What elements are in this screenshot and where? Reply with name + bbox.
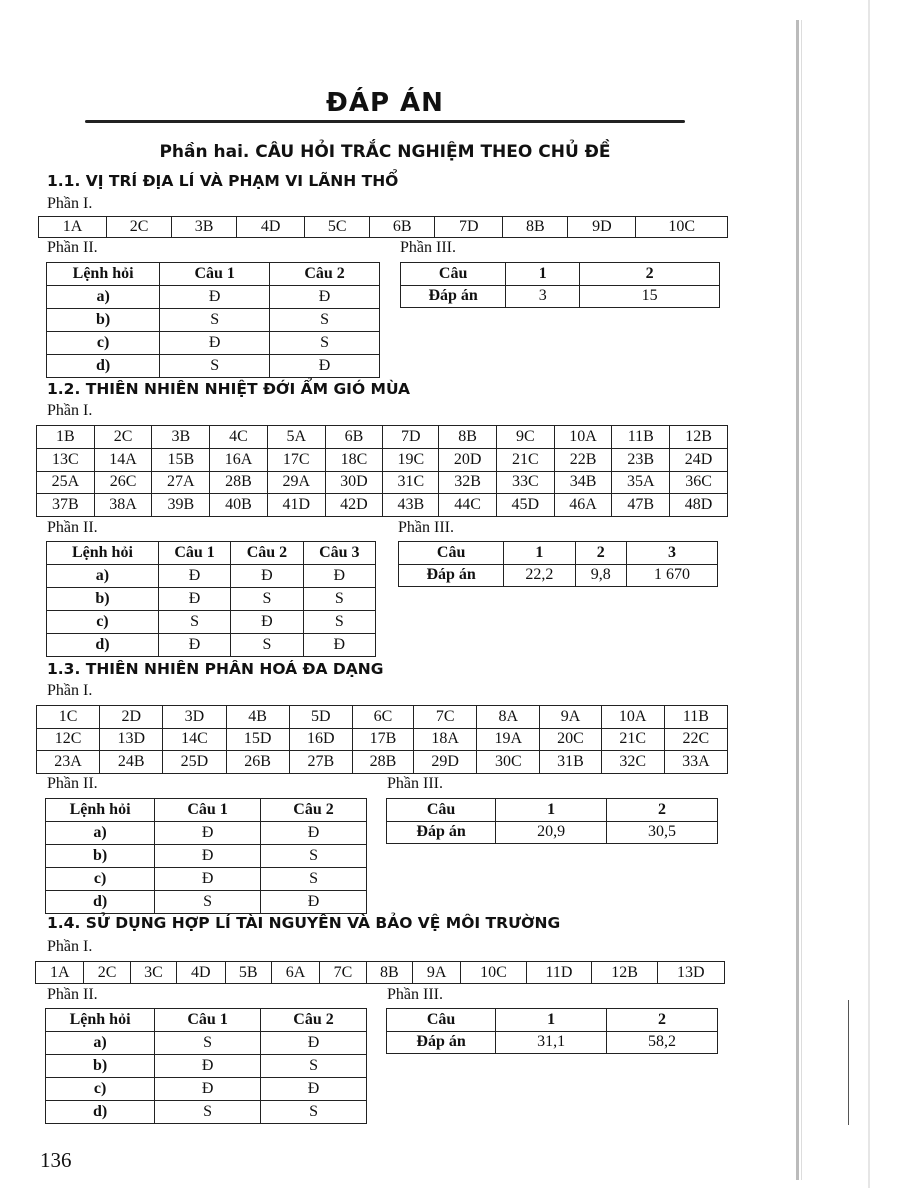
- table-header-cell: 2: [580, 263, 720, 286]
- part1-label: Phần I.: [47, 682, 93, 699]
- table-header-cell: Câu: [387, 799, 496, 822]
- table-cell: 25A: [37, 471, 95, 494]
- table-cell: S: [160, 309, 270, 332]
- table-cell: 36C: [670, 471, 728, 494]
- table-cell: 12C: [37, 728, 100, 751]
- part2-label: Phần II.: [47, 775, 98, 792]
- table-cell: 9,8: [575, 564, 627, 587]
- table-cell: d): [47, 355, 160, 378]
- part1-label: Phần I.: [47, 402, 93, 419]
- table-cell: 12B: [592, 962, 657, 984]
- table-cell: 32B: [439, 471, 497, 494]
- table-cell: 3B: [172, 217, 237, 238]
- table-cell: S: [261, 868, 367, 891]
- table-cell: Đ: [155, 1055, 261, 1078]
- table-cell: d): [46, 891, 155, 914]
- table-header-cell: 1: [504, 542, 575, 565]
- table-header-cell: Lệnh hỏi: [46, 1009, 155, 1032]
- table-cell: 31C: [383, 471, 439, 494]
- table-row: [46, 845, 367, 868]
- table-cell: 19C: [383, 448, 439, 471]
- table-cell: a): [47, 565, 159, 588]
- table-cell: 16D: [289, 728, 352, 751]
- table-header-cell: 2: [607, 799, 718, 822]
- table-row: [387, 1009, 718, 1032]
- table-cell: 32C: [601, 751, 664, 774]
- table-row: [401, 263, 720, 286]
- table-cell: 2C: [84, 962, 130, 984]
- table-cell: Đ: [270, 355, 380, 378]
- section-heading: 1.4. SỬ DỤNG HỢP LÍ TÀI NGUYÊN VÀ BẢO VỆ MÔI TRƯỜNG: [47, 914, 561, 932]
- table-row: [46, 1032, 367, 1055]
- table-row: [47, 611, 376, 634]
- table-cell: 15B: [152, 448, 210, 471]
- table-cell: 15D: [226, 728, 289, 751]
- table-cell: 10A: [601, 706, 664, 729]
- table-row: [47, 588, 376, 611]
- table-row: [387, 1031, 718, 1054]
- table-row: [47, 355, 380, 378]
- table-cell: 21C: [601, 728, 664, 751]
- page-title: ĐÁP ÁN: [326, 88, 444, 118]
- table-cell: 45D: [496, 494, 554, 517]
- table-cell: 27B: [289, 751, 352, 774]
- table-cell: 13D: [657, 962, 724, 984]
- table-row: [47, 309, 380, 332]
- answer-table-part2: [46, 262, 380, 378]
- table-cell: 2C: [94, 426, 152, 449]
- table-cell: 12B: [670, 426, 728, 449]
- table-row: [36, 962, 725, 984]
- table-header-cell: 3: [627, 542, 718, 565]
- table-cell: 18A: [414, 728, 477, 751]
- table-cell: 20C: [540, 728, 601, 751]
- table-header-cell: 1: [496, 1009, 607, 1032]
- table-row: [46, 1055, 367, 1078]
- table-header-row: [46, 799, 367, 822]
- table-cell: a): [47, 286, 160, 309]
- table-cell: 8B: [503, 217, 568, 238]
- table-row: [401, 285, 720, 308]
- table-cell: 6A: [271, 962, 319, 984]
- table-cell: Đ: [158, 588, 230, 611]
- table-row: [399, 564, 718, 587]
- answer-grid-part1: [36, 705, 728, 774]
- table-cell: 7D: [435, 217, 503, 238]
- table-header-cell: Câu 2: [261, 1009, 367, 1032]
- table-cell: 34B: [554, 471, 612, 494]
- table-cell: S: [261, 1101, 367, 1124]
- table-header-row: [46, 1009, 367, 1032]
- part3-label: Phần III.: [387, 986, 443, 1003]
- table-header-cell: Câu: [399, 542, 504, 565]
- page-edge: [796, 20, 799, 1180]
- table-header-cell: Câu: [387, 1009, 496, 1032]
- part1-label: Phần I.: [47, 195, 93, 212]
- table-row: [47, 286, 380, 309]
- table-cell: 15: [580, 285, 720, 308]
- table-cell: 28B: [210, 471, 268, 494]
- table-cell: b): [46, 1055, 155, 1078]
- table-cell: 13D: [100, 728, 163, 751]
- title-underline: [85, 120, 685, 123]
- table-row: [47, 332, 380, 355]
- table-cell: 39B: [152, 494, 210, 517]
- table-cell: 23B: [612, 448, 670, 471]
- table-cell: 31,1: [496, 1031, 607, 1054]
- table-row: [46, 822, 367, 845]
- table-cell: 30C: [477, 751, 540, 774]
- table-cell: 20D: [439, 448, 497, 471]
- part2-label: Phần II.: [47, 986, 98, 1003]
- table-cell: 1B: [37, 426, 95, 449]
- table-cell: Đ: [261, 891, 367, 914]
- table-cell: 18C: [325, 448, 383, 471]
- page-number: 136: [40, 1148, 72, 1172]
- table-row: [387, 821, 718, 844]
- table-cell: 22,2: [504, 564, 575, 587]
- table-cell: 3C: [130, 962, 176, 984]
- table-cell: 9A: [412, 962, 460, 984]
- table-cell: 3: [506, 285, 580, 308]
- table-cell: Đ: [231, 565, 303, 588]
- table-row: [46, 1101, 367, 1124]
- table-cell: 7C: [414, 706, 477, 729]
- section-heading: 1.1. VỊ TRÍ ĐỊA LÍ VÀ PHẠM VI LÃNH THỔ: [47, 172, 399, 190]
- table-cell: 8A: [477, 706, 540, 729]
- table-header-cell: Lệnh hỏi: [46, 799, 155, 822]
- table-cell: Đ: [155, 1078, 261, 1101]
- table-row: [47, 565, 376, 588]
- table-cell: 1A: [36, 962, 84, 984]
- table-cell: b): [47, 309, 160, 332]
- table-row: [46, 868, 367, 891]
- table-row: [37, 448, 728, 471]
- table-header-cell: Câu 2: [270, 263, 380, 286]
- table-cell: 4B: [226, 706, 289, 729]
- table-header-row: [47, 263, 380, 286]
- part2-label: Phần II.: [47, 519, 98, 536]
- table-cell: 3D: [163, 706, 226, 729]
- table-cell: 1A: [39, 217, 107, 238]
- table-cell: Đ: [155, 845, 261, 868]
- table-row: [37, 728, 728, 751]
- table-cell: 10C: [461, 962, 526, 984]
- table-cell: b): [47, 588, 159, 611]
- table-cell: S: [303, 611, 375, 634]
- table-row: [46, 1078, 367, 1101]
- answer-grid-part1: [38, 216, 728, 238]
- table-cell: 14A: [94, 448, 152, 471]
- table-cell: 2D: [100, 706, 163, 729]
- table-cell: 6B: [370, 217, 435, 238]
- table-cell: 2C: [107, 217, 172, 238]
- table-cell: S: [231, 588, 303, 611]
- table-cell: 4D: [177, 962, 225, 984]
- table-cell: 30D: [325, 471, 383, 494]
- table-cell: S: [303, 588, 375, 611]
- table-cell: S: [270, 332, 380, 355]
- answer-grid-part1: [35, 961, 725, 984]
- table-cell: 7D: [383, 426, 439, 449]
- table-cell: 43B: [383, 494, 439, 517]
- table-cell: 4D: [237, 217, 305, 238]
- table-cell: 13C: [37, 448, 95, 471]
- table-cell: 9C: [496, 426, 554, 449]
- table-header-cell: 1: [506, 263, 580, 286]
- table-header-cell: Câu 1: [155, 799, 261, 822]
- answer-table-part3: [398, 541, 718, 587]
- table-cell: 19A: [477, 728, 540, 751]
- table-cell: 46A: [554, 494, 612, 517]
- table-header-cell: Câu 3: [303, 542, 375, 565]
- table-cell: Đáp án: [387, 821, 496, 844]
- table-cell: Đáp án: [387, 1031, 496, 1054]
- table-cell: Đ: [158, 565, 230, 588]
- table-header-cell: Câu 1: [158, 542, 230, 565]
- table-header-cell: Câu: [401, 263, 506, 286]
- page-edge: [868, 0, 870, 1188]
- table-cell: S: [270, 309, 380, 332]
- table-row: [37, 706, 728, 729]
- part2-label: Phần II.: [47, 239, 98, 256]
- table-cell: 24D: [670, 448, 728, 471]
- table-cell: c): [46, 868, 155, 891]
- table-row: [47, 634, 376, 657]
- table-cell: c): [46, 1078, 155, 1101]
- table-cell: 10A: [554, 426, 612, 449]
- table-cell: 5A: [267, 426, 325, 449]
- table-cell: c): [47, 332, 160, 355]
- table-header-cell: 2: [575, 542, 627, 565]
- part1-label: Phần I.: [47, 938, 93, 955]
- table-cell: 42D: [325, 494, 383, 517]
- table-cell: Đ: [160, 332, 270, 355]
- part3-label: Phần III.: [398, 519, 454, 536]
- table-cell: S: [155, 1032, 261, 1055]
- table-header-cell: Lệnh hỏi: [47, 542, 159, 565]
- table-cell: 26C: [94, 471, 152, 494]
- table-cell: Đáp án: [401, 285, 506, 308]
- table-cell: S: [261, 1055, 367, 1078]
- table-cell: 10C: [636, 217, 728, 238]
- table-cell: Đ: [158, 634, 230, 657]
- table-cell: b): [46, 845, 155, 868]
- table-cell: 1 670: [627, 564, 718, 587]
- table-cell: 17B: [352, 728, 413, 751]
- table-cell: Đ: [155, 822, 261, 845]
- table-cell: 16A: [210, 448, 268, 471]
- table-cell: 33C: [496, 471, 554, 494]
- table-cell: 38A: [94, 494, 152, 517]
- table-cell: 7C: [320, 962, 366, 984]
- answer-table-part3: [386, 1008, 718, 1054]
- table-row: [37, 471, 728, 494]
- table-header-cell: Câu 1: [160, 263, 270, 286]
- table-cell: Đ: [155, 868, 261, 891]
- table-cell: 29A: [267, 471, 325, 494]
- table-cell: 5B: [225, 962, 271, 984]
- table-cell: 6C: [352, 706, 413, 729]
- table-cell: Đ: [261, 822, 367, 845]
- table-header-cell: Câu 2: [231, 542, 303, 565]
- table-row: [399, 542, 718, 565]
- table-cell: 29D: [414, 751, 477, 774]
- table-cell: S: [231, 634, 303, 657]
- table-cell: 11D: [526, 962, 592, 984]
- table-cell: 30,5: [607, 821, 718, 844]
- part3-label: Phần III.: [400, 239, 456, 256]
- table-row: [387, 799, 718, 822]
- answer-table-part3: [386, 798, 718, 844]
- table-cell: 5D: [289, 706, 352, 729]
- table-cell: 9A: [540, 706, 601, 729]
- table-cell: 41D: [267, 494, 325, 517]
- table-header-cell: 2: [607, 1009, 718, 1032]
- table-row: [37, 751, 728, 774]
- table-cell: 5C: [305, 217, 370, 238]
- table-cell: S: [155, 891, 261, 914]
- table-row: [37, 494, 728, 517]
- table-cell: c): [47, 611, 159, 634]
- table-cell: Đ: [160, 286, 270, 309]
- table-cell: Đ: [270, 286, 380, 309]
- table-cell: 14C: [163, 728, 226, 751]
- table-cell: 25D: [163, 751, 226, 774]
- table-cell: 23A: [37, 751, 100, 774]
- table-cell: 22C: [664, 728, 727, 751]
- answer-grid-part1: [36, 425, 728, 517]
- table-cell: S: [155, 1101, 261, 1124]
- table-row: [46, 891, 367, 914]
- table-cell: 4C: [210, 426, 268, 449]
- table-header-cell: 1: [496, 799, 607, 822]
- table-cell: a): [46, 822, 155, 845]
- table-cell: 37B: [37, 494, 95, 517]
- margin-line: [848, 1000, 849, 1125]
- table-cell: 40B: [210, 494, 268, 517]
- table-row: [39, 217, 728, 238]
- table-cell: d): [46, 1101, 155, 1124]
- answer-table-part2: [45, 798, 367, 914]
- table-cell: 11B: [664, 706, 727, 729]
- section-heading: 1.3. THIÊN NHIÊN PHÂN HOÁ ĐA DẠNG: [47, 660, 384, 678]
- section-heading: 1.2. THIÊN NHIÊN NHIỆT ĐỚI ẨM GIÓ MÙA: [47, 380, 411, 398]
- table-cell: 27A: [152, 471, 210, 494]
- table-cell: 9D: [568, 217, 636, 238]
- table-header-cell: Lệnh hỏi: [47, 263, 160, 286]
- table-cell: 48D: [670, 494, 728, 517]
- page-edge: [801, 20, 802, 1180]
- table-cell: Đ: [231, 611, 303, 634]
- table-cell: Đáp án: [399, 564, 504, 587]
- part3-label: Phần III.: [387, 775, 443, 792]
- table-cell: Đ: [261, 1078, 367, 1101]
- table-cell: S: [158, 611, 230, 634]
- table-cell: 26B: [226, 751, 289, 774]
- table-cell: a): [46, 1032, 155, 1055]
- table-cell: 8B: [439, 426, 497, 449]
- table-row: [37, 426, 728, 449]
- answer-table-part2: [46, 541, 376, 657]
- table-cell: 6B: [325, 426, 383, 449]
- table-header-cell: Câu 1: [155, 1009, 261, 1032]
- table-cell: 21C: [496, 448, 554, 471]
- table-cell: 44C: [439, 494, 497, 517]
- table-cell: 24B: [100, 751, 163, 774]
- table-cell: S: [261, 845, 367, 868]
- part-title: Phần hai. CÂU HỎI TRẮC NGHIỆM THEO CHỦ ĐỀ: [159, 142, 611, 162]
- table-cell: 31B: [540, 751, 601, 774]
- table-cell: d): [47, 634, 159, 657]
- table-cell: 8B: [366, 962, 412, 984]
- table-cell: S: [160, 355, 270, 378]
- table-cell: 47B: [612, 494, 670, 517]
- table-cell: 58,2: [607, 1031, 718, 1054]
- answer-table-part2: [45, 1008, 367, 1124]
- table-cell: 20,9: [496, 821, 607, 844]
- table-cell: Đ: [261, 1032, 367, 1055]
- table-cell: Đ: [303, 565, 375, 588]
- table-cell: 1C: [37, 706, 100, 729]
- table-cell: 22B: [554, 448, 612, 471]
- table-cell: 3B: [152, 426, 210, 449]
- table-cell: 33A: [664, 751, 727, 774]
- table-header-row: [47, 542, 376, 565]
- answer-table-part3: [400, 262, 720, 308]
- table-cell: 11B: [612, 426, 670, 449]
- table-cell: Đ: [303, 634, 375, 657]
- table-cell: 28B: [352, 751, 413, 774]
- table-header-cell: Câu 2: [261, 799, 367, 822]
- table-cell: 17C: [267, 448, 325, 471]
- table-cell: 35A: [612, 471, 670, 494]
